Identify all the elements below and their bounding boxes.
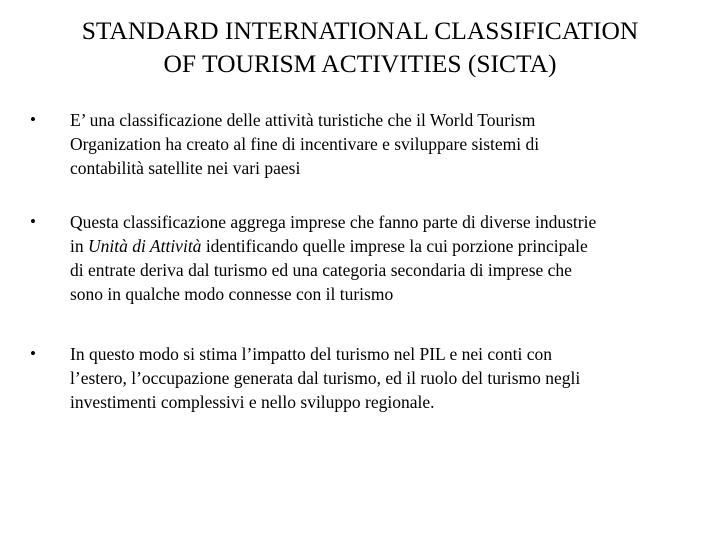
bullet-2-line-4: sono in qualche modo connesse con il turismo [70,284,394,304]
bullet-1-line-1: E’ una classificazione delle attività turistiche che il World Tourism [70,110,536,130]
bullet-2-line-1: Questa classificazione aggrega imprese che fanno parte di diverse industrie [70,212,597,232]
bullet-3-line-3: investimenti complessivi e nello sviluppo regionale. [70,392,435,412]
bullet-text-3 [70,342,690,414]
unita-di-attivita-term: Unità di Attività [88,236,202,256]
bullet-text-1 [70,108,690,180]
bullet-2-line-2 [70,234,690,258]
bullet-icon: • [30,110,36,129]
bullet-1-line-3: contabilità satellite nei vari paesi [70,158,301,178]
bullet-1-line-2: Organization ha creato al fine di incentivare e sviluppare sistemi di [70,134,540,154]
slide-title [20,14,700,80]
bullet-2-line-3: di entrate deriva dal turismo ed una categoria secondaria di imprese che [70,260,572,280]
bullet-3-line-1: In questo modo si stima l’impatto del turismo nel PIL e nei conti con [70,344,552,364]
bullet-icon: • [30,344,36,363]
bullet-icon: • [30,212,36,231]
bullet-2-line-2-suffix: identificando quelle imprese la cui porzione principale [201,236,588,256]
title-line-1: STANDARD INTERNATIONAL CLASSIFICATION [81,16,639,45]
bullet-text-2 [70,210,690,306]
title-line-2: OF TOURISM ACTIVITIES (SICTA) [163,49,557,78]
bullet-3-line-2: l’estero, l’occupazione generata dal turismo, ed il ruolo del turismo negli [70,368,581,388]
bullet-2-line-2-prefix: in [70,236,88,256]
